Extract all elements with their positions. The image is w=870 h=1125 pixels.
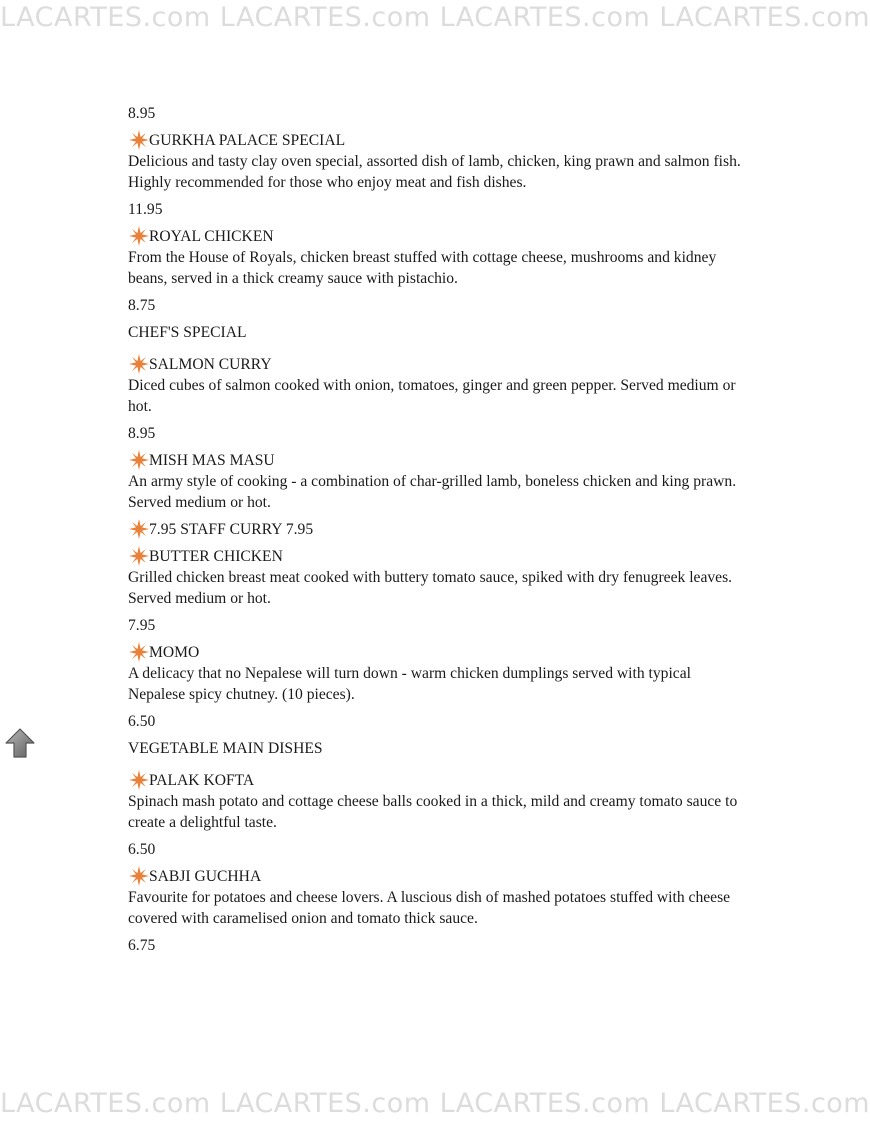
dish-title	[128, 866, 748, 887]
flower-bullet-icon	[128, 522, 148, 540]
dish-name: ROYAL CHICKEN	[149, 228, 274, 245]
flower-bullet-icon	[128, 869, 148, 887]
dish-description: From the House of Royals, chicken breast stuffed with cottage cheese, mushrooms and kidney beans, served in a thick creamy sauce with pistachio.	[128, 249, 717, 287]
section-heading: VEGETABLE MAIN DISHES	[128, 740, 323, 757]
dish-name: SALMON CURRY	[149, 356, 272, 373]
dish-name: PALAK KOFTA	[149, 772, 255, 789]
flower-bullet-icon	[128, 773, 148, 791]
flower-bullet-icon	[128, 133, 148, 151]
dish-description: Spinach mash potato and cottage cheese balls cooked in a thick, mild and creamy tomato sauce to create a delightful taste.	[128, 793, 738, 831]
section-heading: CHEF'S SPECIAL	[128, 324, 247, 341]
dish-description: Favourite for potatoes and cheese lovers. A luscious dish of mashed potatoes stuffed with cheese covered with caramelised onion and tomato thick sauce.	[128, 889, 731, 927]
flower-bullet-icon	[128, 549, 148, 567]
up-arrow-icon[interactable]	[4, 727, 36, 759]
price: 6.50	[128, 841, 156, 858]
dish-title	[128, 450, 748, 471]
price: 7.95	[128, 617, 156, 634]
dish-title	[128, 226, 748, 247]
dish-title	[128, 642, 748, 663]
price: 8.75	[128, 297, 156, 314]
dish-title	[128, 354, 748, 375]
watermark-top: LACARTES.com LACARTES.com LACARTES.com LACARTES.com	[0, 2, 870, 33]
price: 8.95	[128, 425, 156, 442]
dish-description: A delicacy that no Nepalese will turn down - warm chicken dumplings served with typical Nepalese spicy chutney. (10 pieces).	[128, 665, 691, 703]
dish-name: GURKHA PALACE SPECIAL	[149, 132, 346, 149]
flower-bullet-icon	[128, 229, 148, 247]
dish-title	[128, 770, 748, 791]
price: 8.95	[128, 105, 156, 122]
flower-bullet-icon	[128, 645, 148, 663]
price: 6.75	[128, 937, 156, 954]
dish-description: Grilled chicken breast meat cooked with buttery tomato sauce, spiked with dry fenugreek leaves. Served medium or hot.	[128, 569, 733, 607]
watermark-bottom: LACARTES.com LACARTES.com LACARTES.com LACARTES.com	[0, 1088, 870, 1119]
dish-title	[128, 130, 748, 151]
dish-name: SABJI GUCHHA	[149, 868, 262, 885]
dish-name: BUTTER CHICKEN	[149, 548, 283, 565]
dish-description: An army style of cooking - a combination of char-grilled lamb, boneless chicken and king prawn. Served medium or hot.	[128, 473, 737, 511]
menu-content	[128, 103, 748, 962]
dish-name: MOMO	[149, 644, 200, 661]
dish-description: Delicious and tasty clay oven special, assorted dish of lamb, chicken, king prawn and salmon fish. Highly recommended for those who enjoy meat and fish dishes.	[128, 153, 741, 191]
flower-bullet-icon	[128, 357, 148, 375]
dish-title	[128, 546, 748, 567]
flower-bullet-icon	[128, 453, 148, 471]
price: 11.95	[128, 201, 163, 218]
dish-description: Diced cubes of salmon cooked with onion, tomatoes, ginger and green pepper. Served medium or hot.	[128, 377, 736, 415]
dish-title	[128, 519, 748, 540]
dish-name: MISH MAS MASU	[149, 452, 275, 469]
dish-name: 7.95 STAFF CURRY 7.95	[149, 521, 314, 538]
price: 6.50	[128, 713, 156, 730]
